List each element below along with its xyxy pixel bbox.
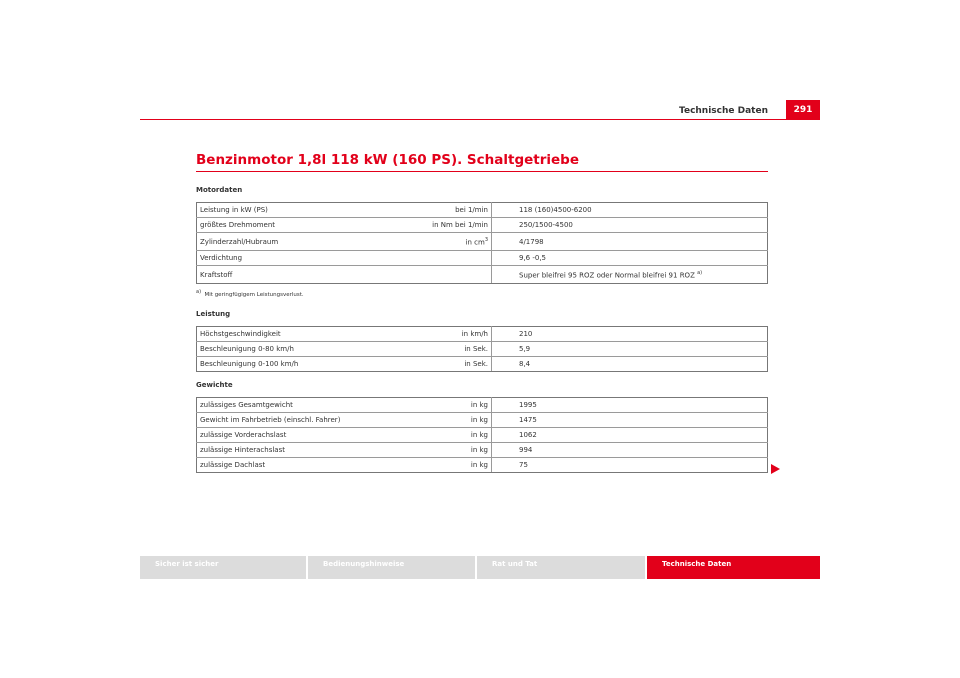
table-row — [197, 327, 768, 342]
table-row — [197, 458, 768, 473]
row-value: 1995 — [492, 398, 768, 413]
table-row — [197, 428, 768, 443]
footer-tab-technische-daten[interactable]: Technische Daten — [647, 556, 820, 579]
leistung-table — [196, 326, 768, 372]
row-unit — [383, 233, 492, 251]
row-unit — [383, 266, 492, 284]
table-row — [197, 251, 768, 266]
row-label: zulässiges Gesamtgewicht — [197, 398, 384, 413]
section-label-leistung: Leistung — [196, 310, 231, 318]
unit-text: in cm — [465, 238, 485, 247]
row-value: 250/1500-4500 — [492, 218, 768, 233]
row-value: 9,6 -0,5 — [492, 251, 768, 266]
table-row — [197, 218, 768, 233]
page-number: 291 — [786, 100, 820, 120]
value-text: Super bleifrei 95 ROZ oder Normal bleifrei 91 ROZ — [519, 271, 695, 280]
footnote-text: Mit geringfügigem Leistungsverlust. — [204, 291, 304, 298]
row-unit: in Sek. — [383, 357, 492, 372]
row-unit: in kg — [383, 428, 492, 443]
table-row — [197, 266, 768, 284]
section-label-gewichte: Gewichte — [196, 381, 233, 389]
row-label: Verdichtung — [197, 251, 384, 266]
row-unit: in kg — [383, 443, 492, 458]
row-label: Beschleunigung 0-100 km/h — [197, 357, 384, 372]
row-value: 8,4 — [492, 357, 768, 372]
motordaten-table — [196, 202, 768, 284]
footnote-ref: a) — [697, 269, 703, 276]
row-label: zulässige Dachlast — [197, 458, 384, 473]
row-value: 210 — [492, 327, 768, 342]
row-label: Höchstgeschwindigkeit — [197, 327, 384, 342]
row-value: 5,9 — [492, 342, 768, 357]
row-value — [492, 266, 768, 284]
row-value: 1475 — [492, 413, 768, 428]
footer-tab-sicher-ist-sicher[interactable]: Sicher ist sicher — [140, 556, 306, 579]
row-unit: in Nm bei 1/min — [383, 218, 492, 233]
footer-tab-rat-und-tat[interactable]: Rat und Tat — [477, 556, 645, 579]
title-underline — [196, 171, 768, 172]
table-row — [197, 398, 768, 413]
table-row — [197, 233, 768, 251]
row-unit: in kg — [383, 398, 492, 413]
row-value: 4/1798 — [492, 233, 768, 251]
row-label: Kraftstoff — [197, 266, 384, 284]
unit-superscript: 3 — [484, 236, 488, 243]
row-label: Gewicht im Fahrbetrieb (einschl. Fahrer) — [197, 413, 384, 428]
row-label: Beschleunigung 0-80 km/h — [197, 342, 384, 357]
footnote-mark: a) — [196, 289, 202, 295]
row-unit: in kg — [383, 458, 492, 473]
row-unit: bei 1/min — [383, 203, 492, 218]
table-row — [197, 413, 768, 428]
section-label-motordaten: Motordaten — [196, 186, 243, 194]
row-label: zulässige Hinterachslast — [197, 443, 384, 458]
header-divider — [140, 119, 820, 120]
row-label: größtes Drehmoment — [197, 218, 384, 233]
row-unit: in kg — [383, 413, 492, 428]
row-value: 118 (160)4500-6200 — [492, 203, 768, 218]
table-row — [197, 203, 768, 218]
row-unit: in km/h — [383, 327, 492, 342]
row-label: zulässige Vorderachslast — [197, 428, 384, 443]
row-label: Zylinderzahl/Hubraum — [197, 233, 384, 251]
table-row — [197, 357, 768, 372]
row-unit — [383, 251, 492, 266]
gewichte-table — [196, 397, 768, 473]
footer-tab-bedienungshinweise[interactable]: Bedienungshinweise — [308, 556, 475, 579]
next-page-arrow-icon[interactable] — [771, 464, 780, 474]
footnote — [196, 289, 304, 298]
page-title: Benzinmotor 1,8l 118 kW (160 PS). Schaltgetriebe — [196, 152, 579, 168]
row-unit: in Sek. — [383, 342, 492, 357]
row-value: 1062 — [492, 428, 768, 443]
table-row — [197, 443, 768, 458]
row-value: 75 — [492, 458, 768, 473]
row-value: 994 — [492, 443, 768, 458]
table-row — [197, 342, 768, 357]
row-label: Leistung in kW (PS) — [197, 203, 384, 218]
header-section-title: Technische Daten — [679, 106, 768, 116]
